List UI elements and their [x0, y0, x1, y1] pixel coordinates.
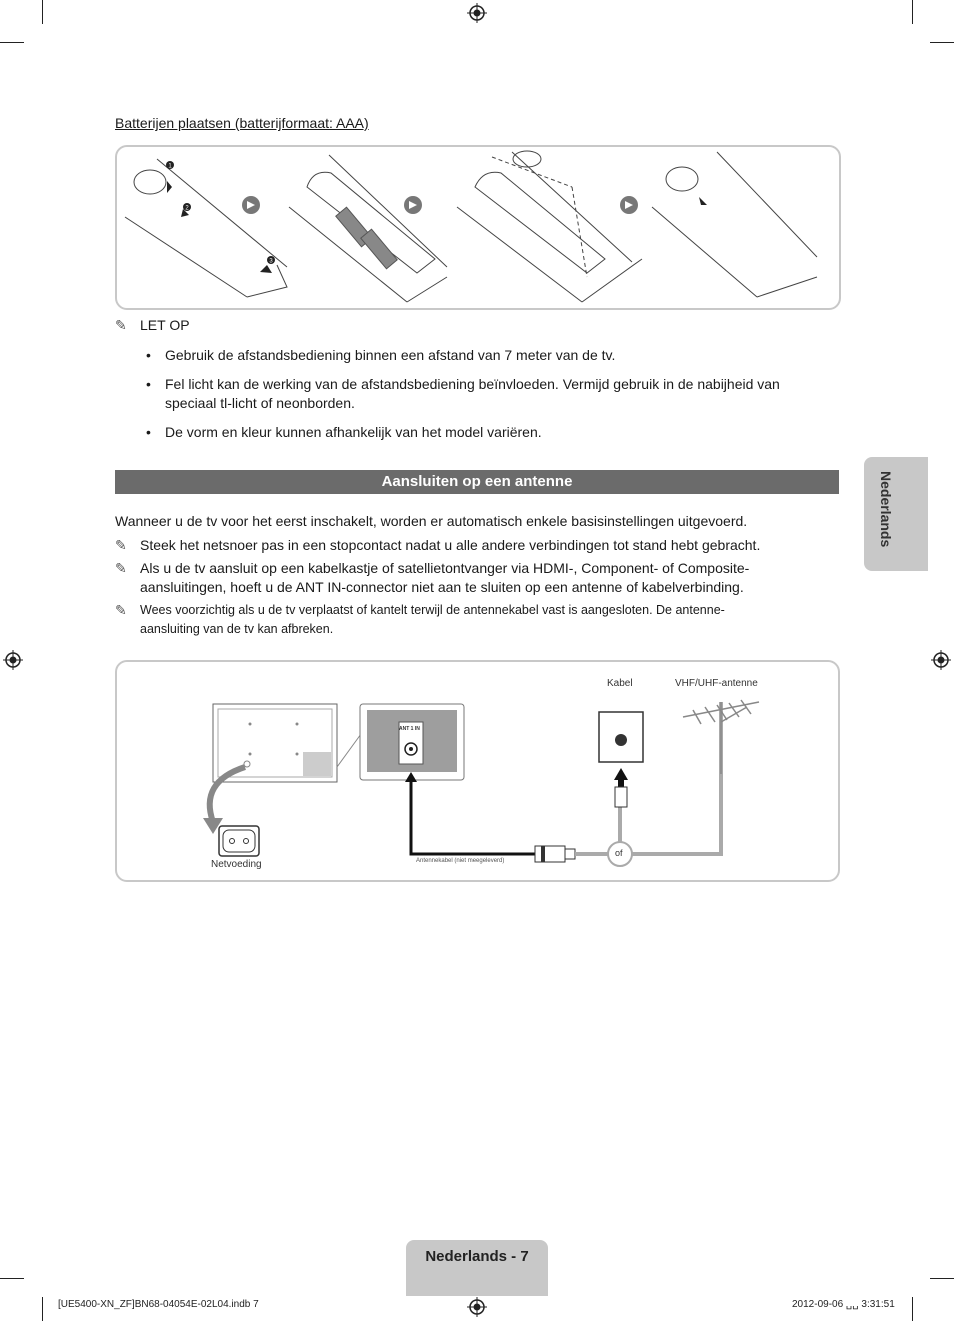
registration-mark-icon [931, 650, 951, 670]
bullet-icon: • [146, 424, 151, 440]
battery-step-number: 1 [168, 163, 172, 170]
page-number: Nederlands - 7 [425, 1248, 529, 1265]
cable-note: Antennekabel (niet meegeleverd) [416, 858, 505, 864]
note-item: ✎ Als u de tv aansluit op een kabelkastje of satellietontvanger via HDMI-, Component- of Composite- aansluitingen, hoeft u de ANT IN-connector niet aan te sluiten op een antenne of kabelverbinding. [115, 560, 750, 595]
crop-mark [42, 0, 43, 24]
bullet-icon: • [146, 376, 151, 392]
antenna-connection-drawing [117, 662, 838, 880]
note-title: LET OP [140, 317, 190, 333]
power-label: Netvoeding [211, 859, 262, 870]
crop-mark [0, 42, 24, 43]
note-item: ✎ Wees voorzichtig als u de tv verplaatst of kantelt terwijl de antennekabel vast is aangesloten. De antenne- aansluiting van de tv kan afbreken. [115, 602, 725, 636]
pencil-icon: ✎ [115, 602, 127, 618]
note-item: ✎ Steek het netsnoer pas in een stopcontact nadat u alle andere verbindingen tot stand hebt gebracht. [115, 537, 761, 553]
file-slug: [UE5400-XN_ZF]BN68-04054E-02L04.indb 7 [58, 1299, 259, 1310]
kabel-label: Kabel [607, 678, 633, 689]
vhf-uhf-antenna-label: VHF/UHF-antenne [675, 678, 758, 689]
crop-mark [930, 1278, 954, 1279]
registration-mark-icon [3, 650, 23, 670]
section-title: Aansluiten op een antenne [115, 470, 839, 494]
crop-mark [912, 1297, 913, 1321]
bullet-item: • Gebruik de afstandsbediening binnen een afstand van 7 meter van de tv. [146, 347, 616, 363]
battery-step-number: 3 [269, 258, 273, 265]
battery-step-number: 2 [185, 205, 189, 212]
ant-in-label: ANT 1 IN [399, 726, 420, 732]
battery-illustration [115, 145, 841, 310]
registration-mark-icon [467, 1297, 487, 1317]
note-let-op [115, 316, 839, 335]
pencil-icon: ✎ [115, 537, 127, 553]
pencil-icon: ✎ [115, 560, 127, 576]
crop-mark [0, 1278, 24, 1279]
bullet-item: • Fel licht kan de werking van de afstandsbediening beïnvloeden. Vermijd gebruik in de nabijheid van speciaal tl-licht of neonborden. [146, 376, 780, 411]
battery-heading: Batterijen plaatsen (batterijformaat: AAA) [115, 115, 369, 131]
intro-paragraph: Wanneer u de tv voor het eerst inschakelt, worden er automatisch enkele basisinstellingen uitgevoerd. [115, 513, 748, 529]
antenna-diagram [115, 660, 840, 882]
date-slug: 2012-09-06 ␣␣ 3:31:51 [792, 1299, 895, 1310]
registration-mark-icon [467, 3, 487, 23]
page-footer-tab [406, 1240, 548, 1296]
crop-mark [42, 1297, 43, 1321]
language-side-tab: Nederlands [864, 457, 928, 571]
crop-mark [912, 0, 913, 24]
bullet-item: • De vorm en kleur kunnen afhankelijk van het model variëren. [146, 424, 542, 440]
crop-mark [930, 42, 954, 43]
or-label: of [615, 848, 623, 858]
pencil-icon: ✎ [115, 317, 127, 333]
bullet-icon: • [146, 347, 151, 363]
remote-drawings [117, 147, 839, 308]
